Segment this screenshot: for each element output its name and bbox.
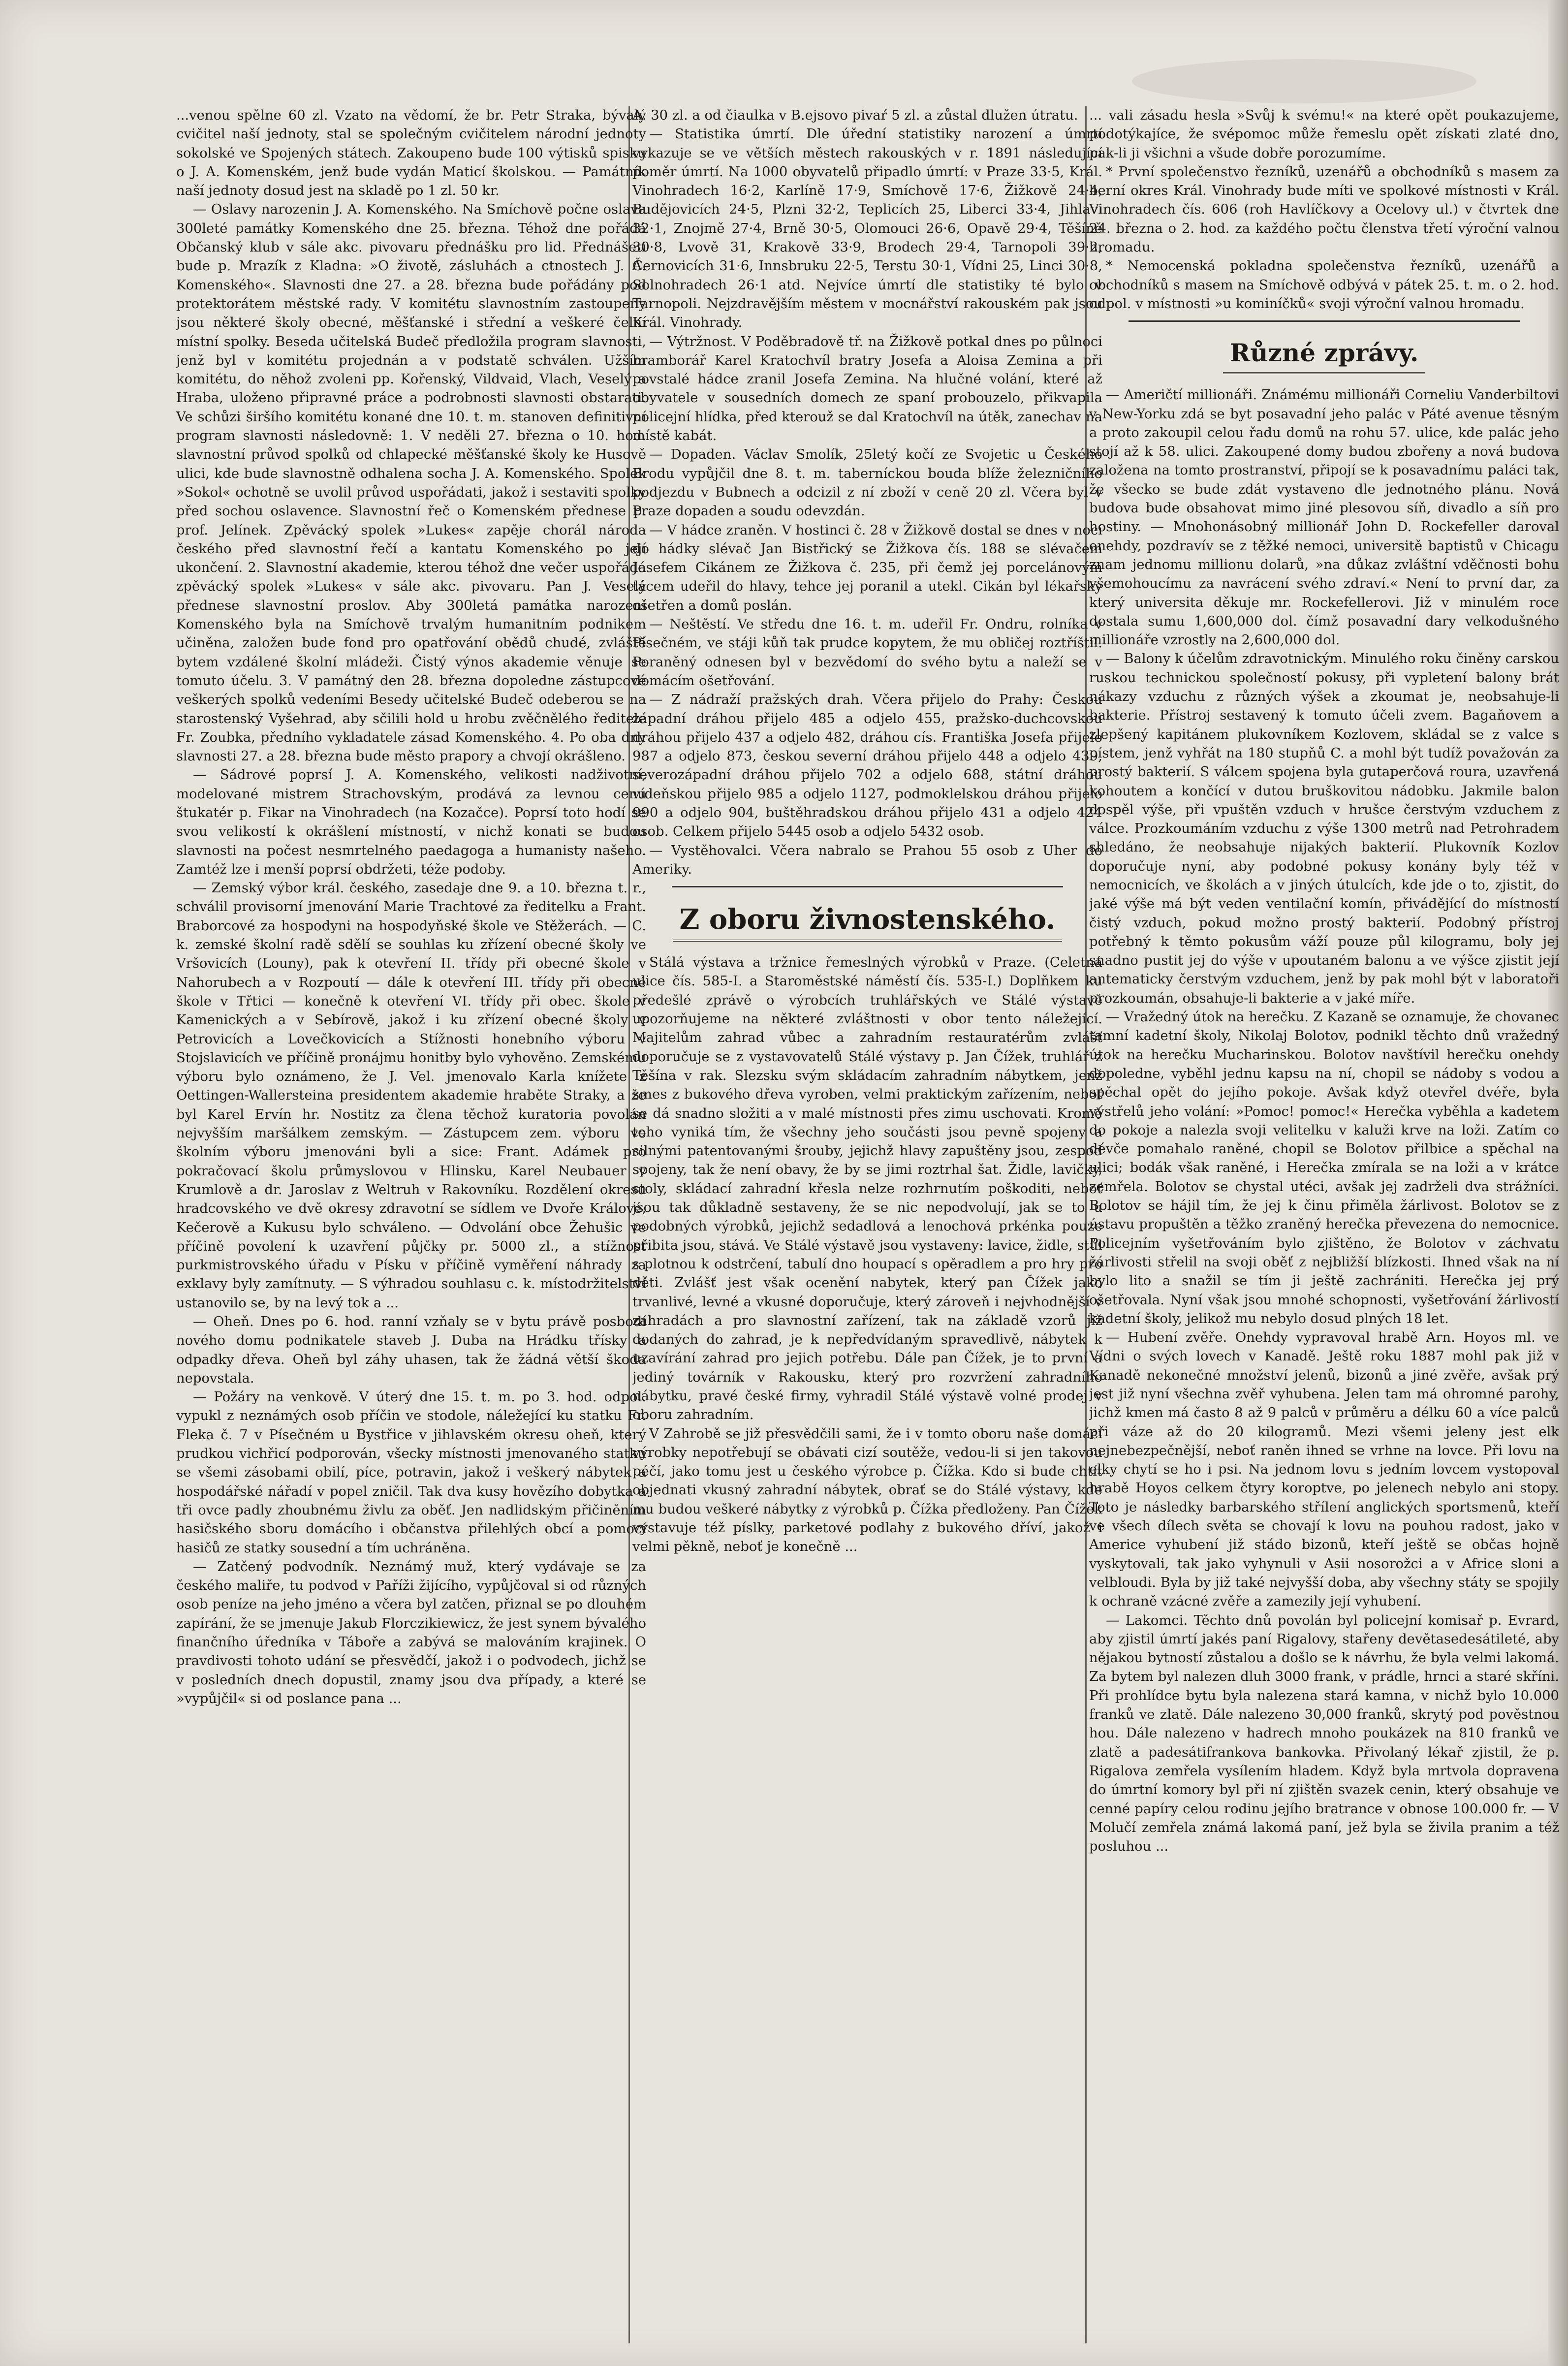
article-paragraph: — Dopaden. Václav Smolík, 25letý kočí ze Svojetic u Českého Brodu vypůjčil dne 8. t. m. taberníckou bouda blíže železničního podjezdu v Bubnech a odcizil z ní zboží v ceně 20 zl. Včera byl v Praze dopaden a soudu odevzdán. xyxy=(632,447,1102,519)
column-left xyxy=(176,106,646,2351)
section-divider xyxy=(1129,320,1520,322)
article-paragraph: — Vražedný útok na herečku. Z Kazaně se oznamuje, že chovanec tamní kadetní školy, Nikolaj Bolotov, podnikl těchto dnů vražedný útok na herečku Mucharinskou. Bolotov navštívil herečku onehdy dopoledne, vyběhl jednu kapsu na ní, chopil se nádoby s vodou a spěchal opět do jejího pokoje. Avšak když otevřel dvéře, byla výstřelů jeho volání: »Pomoc! pomoc!« Herečka vyběhla a kadetem do pokoje a nalezla svoji velitelku v kaluži krve na loži. Zatím co dévče pomahalo raněné, chopil se Bolotov přilbice a spěchal na ulici; bodák však raněné, i Herečka zmírala se na loži a v krátce zemřela. Bolotov se chystal utéci, avšak jej zadrželi dva strážníci. Bolotov se hájil tím, že jej k činu přiměla žárlivost. Bolotov se z ústavu propuštěn a těžko zraněný herečka převezena do nemocnice. Policejním vyšetřováním bylo zjištěno, že Bolotov v záchvatu žárlivosti střelil na svoji oběť z nejbližší blízkosti. Ihned však na ní bylo lito a snažil se tím ji ještě zachrániti. Herečka jej prý ošetřovala. Nyní však jsou mnohé schopnosti, vyšetřování žárlivostí kadetní školy, jelikož mu nebylo dosud plných 18 let. xyxy=(1089,1009,1559,1326)
article-paragraph: — Oheň. Dnes po 6. hod. ranní vzňaly se v bytu právě posbodí nového domu podnikatele staveb J. Duba na Hrádku třísky a odpadky dřeva. Oheň byl záhy uhasen, tak že žádná větší škoda nepovstala. xyxy=(176,1314,646,1386)
column-right-guild-notices xyxy=(1089,106,1559,314)
section-divider xyxy=(672,886,1063,887)
article-paragraph: — Zemský výbor král. českého, zasedaje dne 9. a 10. března t. r., schválil provisorní jmenování Marie Trachtové za ředitelku a Frant. Braborcové za hospodyni na hospodyňské škole ve Stěžerách. — C. k. zemské školní radě sdělí se souhlas ku zřízení obecné školy ve Vršovicích (Louny), pak k otevření II. třídy při obecné škole v Nahorubech a v Rozpoutí — dále k otevření III. třídy při obecné škole v Třtici — konečně k otevření VI. třídy při obec. škole v Kamenických a v Sebírově, jakož i ku zřízení obecné školy v Petrovicích a Lovečkovicích a Stížnosti honebního výboru v Stojslavicích ve příčině pronájmu honitby bylo vyhověno. Zemskému výboru bylo oznámeno, že J. Vel. jmenovalo Karla knížete z Oettingen-Wallersteina presidentem akademie hraběte Straky, a že byl Karel Ervín hr. Nostitz za člena těchož kuratoria povolán nejvyšším maršálkem zemským. — Zástupcem zem. výboru ve školním výboru jmenováni byli a sice: Frant. Adámek pro pokračovací školu průmyslovou v Hlinsku, Karel Neubauer v Krumlově a dr. Jaroslav z Weltruh v Rakovníku. Rozdělení okresu hradcovského ve dvě okresy zdravotní se sídlem ve Dvoře Králové, Kečerově a Kukusu bylo schváleno. — Odvolání obce Žehušic ve příčině povolení k uzavření půjčky pr. 5000 zl., a stížnost purkmistrovského úřadu v Písku v příčině vyměření náhrady za exklavy byly zamítnuty. — S výhradou souhlasu c. k. místodržitelství ustanovilo se, by na levý tok a ... xyxy=(176,881,646,1311)
column-right xyxy=(1089,106,1559,2351)
section-heading-trade-text: Z oboru živnostenského. xyxy=(673,902,1063,942)
article-paragraph: ... vali zásadu hesla »Svůj k svému!« na které opět poukazujeme, podotýkajíce, že svépomoc může řemeslu opět získati zlaté dno, pak-li ji všichni a všude dobře porozumíme. xyxy=(1089,108,1559,161)
section-heading-misc xyxy=(1089,337,1559,374)
article-paragraph: * První společenstvo řezníků, uzenářů a obchodníků s masem za berní okres Král. Vinohrady bude míti ve spolkové místnosti v Král. Vinohradech čís. 606 (roh Havlíčkovy a Ocelovy ul.) v čtvrtek dne 24. března o 2. hod. za každého počtu členstva třetí výroční valnou hromadu. xyxy=(1089,164,1559,255)
article-paragraph: — Sádrové poprsí J. A. Komenského, velikosti nadživotní, modelované mistrem Strachovským, prodává za levnou cenu štukatér p. Fikar na Vinohradech (na Kozačce). Poprsí toto hodí se svou velikostí k okrášlení místností, v nichž konati se budou slavnosti na počest nesmrtelného paedagoga a humanisty našeho. Zamtéž lze i menší poprsí obdržeti, téže podoby. xyxy=(176,767,646,877)
section-heading-trade xyxy=(632,902,1102,942)
paper-stain xyxy=(1132,59,1476,103)
article-paragraph: — Oslavy narozenin J. A. Komenského. Na Smíchově počne oslava 300leté památky Komenského dne 25. března. Téhož dne pořádá Občanský klub v sále akc. pivovaru přednášku pro lid. Přednášeti bude p. Mrazík z Kladna: »O životě, zásluhách a ctnostech J. A. Komenského«. Slavnosti dne 27. a 28. března bude pořádány pod protektorátem městské rady. V komitétu slavnostním zastoupeny jsou některé školy obecné, měšťanské i střední a veškeré čelní místní spolky. Beseda učitelská Budeč předložila program slavnosti, jenž byl v komitétu projednán a v podstatě schválen. Užším komitétu, do něhož zvoleni pp. Kořenský, Vildvaid, Vlach, Veselý a Hraba, uloženo připravné práce a podrobnosti slavnosti obstarati. Ve schůzi širšího komitétu konané dne 10. t. m. stanoven definitivní program slavnosti následovně: 1. V neděli 27. března o 10. hod. slavnostní průvod spolků od chlapecké měšťanské školy ke Husově ulici, kde bude slavnostně odhalena socha J. A. Komenského. Spolek »Sokol« ochotně se uvolil průvod uspořádati, jakož i sestaviti spolky před sochou oslavence. Slavnostní řeč o Komenském přednese p. prof. Jelínek. Zpěvácký spolek »Lukes« zapěje chorál národa českého před slavnostní řečí a kantatu Komenského po její ukončení. 2. Slavnostní akademie, kterou téhož dne večer uspořádá zpěvácký spolek »Lukes« v sále akc. pivovaru. Pan J. Veselý přednese slavnostní proslov. Aby 300letá památka narození Komenského byla na Smíchově trvalým humanitním podnikem učiněna, založen bude fond pro opatřování obědů chudé, zvláště bytem vzdálené školní mládeži. Čistý výnos akademie věnuje se tomuto účelu. 3. V památný den 28. března dopoledne zástupcové veškerých spolků vedeními Besedy učitelské Budeč odeberou se na starostenský Vyšehrad, aby sčilili hold u hrobu zvěčnělého ředitele Fr. Zoubka, předního vykladatele zásad Komenského. 4. Po oba dny slavnosti 27. a 28. března bude město prapory a chvojí okrášleno. xyxy=(176,202,646,764)
section-heading-misc-text: Různé zprávy. xyxy=(1223,337,1426,374)
column-right-misc-news xyxy=(1089,386,1559,1856)
article-paragraph: — Balony k účelům zdravotnickým. Minulého roku činěny carskou ruskou technickou společností pokusy, při vypletení balony brát nákazy vzduchu z různých výšek a zkoumat je, neobsahuje-li bakterie. Přístroj sestavený k tomuto účeli zvem. Bagaňovem a zlepšený kapitánem plukovníkem Kozlovem, skládal se z valce s pístem, jenž vyhřát na 180 stupňů C. a mohl být tudíž považován za prostý bakterií. S válcem spojena byla gutaperčová roura, uzavřená kohoutem a končící v dutou bruškovitou nádobku. Jakmile balon dospěl výše, při vpuštěn vzduch v hrušce čerstvým vzduchem z válce. Prozkoumáním vzduchu z výše 1300 metrů nad Petrohradem shledáno, že neobsahuje nijakých bakterií. Plukovník Kozlov doporučuje nyní, aby podobné pokusy konány byly též v nemocnicích, ve školách a v jiných útulcích, kde jde o to, zjistit, do jaké výše má být veden ventilační komín, přivádějící do místností čistý vzduch, pokud možno prostý bakterií. Podobný přístroj potřebný k těmto pokusům váží pouze půl kilogramu, boly jej snadno pustit jej do výše v upoutaném balonu a ve výšce zjistit její antematicky čerstvým vzduchem, jenž by pak mohl být v laboratoři prozkoumán, obsahuje-li bakterie a v jaké míře. xyxy=(1089,651,1559,1006)
article-paragraph: ...venou spělne 60 zl. Vzato na vědomí, že br. Petr Straka, bývalý cvičitel naší jednoty, stal se společným cvičitelem národní jednoty sokolské ve Spojených státech. Zakoupeno bude 100 výtisků spisku o J. A. Komenském, jenž bude vydán Maticí školskou. — Památník naší jednoty dosud jest na skladě po 1 zl. 50 kr. xyxy=(176,108,646,199)
article-paragraph: V Zahrobě se již přesvědčili sami, že i v tomto oboru naše domácí výrobky nepotřebují se obávati cizí soutěže, vedou-li si jen takovou péčí, jako tomu jest u českého výrobce p. Čížka. Kdo si bude chtít objednati vkusný zahradní nábytek, obrať se do Stálé výstavy, kde mu budou veškeré nábytky z výrobků p. Čížka předloženy. Pan Čížek vystavuje též píslky, parketové podlahy z bukového dříví, jakož i velmi pěkně, neboť je konečně ... xyxy=(632,1426,1102,1555)
article-paragraph: — Vystěhovalci. Včera nabralo se Prahou 55 osob z Uher do Ameriky. xyxy=(632,843,1102,877)
article-paragraph: — Statistika úmrtí. Dle úřední statistiky narození a úmrtí vykazuje se ve větších městech rakouských v r. 1891 následující poměr úmrtí. Na 1000 obyvatelů připadlo úmrtí: v Praze 33·5, Král. Vinohradech 16·2, Karlíně 17·9, Smíchově 17·6, Žižkově 24·4, Budějovicích 24·5, Plzni 32·2, Teplicích 25, Liberci 33·4, Jihlavi 32·1, Znojmě 27·4, Brně 30·5, Olomouci 26·6, Opavě 29·4, Těšíně 30·8, Lvově 31, Krakově 33·9, Brodech 29·4, Tarnopoli 39·2, Černovicích 31·6, Innsbruku 22·5, Terstu 30·1, Vídni 25, Linci 30·8, Solnohradech 26·1 atd. Nejvíce úmrtí dle statistiky té bylo v Tarnopoli. Nejzdravějším městem v mocnářství rakouském pak jsou Král. Vinohrady. xyxy=(632,126,1102,331)
article-paragraph: — V hádce zraněn. V hostinci č. 28 v Žižkově dostal se dnes v noci do hádky slévač Jan Bistřický se Žižkova čís. 188 se slévačem Josefem Cikánem ze Žižkova č. 235, při čemž jej porcelánovým tácem udeřil do hlavy, tehce jej poranil a utekl. Cikán byl lékařsky ošetřen a domů poslán. xyxy=(632,522,1102,613)
article-paragraph: — Hubení zvěře. Onehdy vypravoval hrabě Arn. Hoyos ml. ve Vídni o svých lovech v Kanadě. Ještě roku 1887 mohl pak již v Kanadě nekonečné množství jelenů, bizonů a jiné zvěře, avšak prý jest již nyní všechna zvěř vyhubena. Jelen tam má ohromné parohy, jichž kmen má často 8 až 9 palců v průměru a délku 60 a více palců při váze až do 20 kilogramů. Mezi všemi jeleny jest elk nejnebezpečnější, neboť raněn ihned se vrhne na lovce. Při lovu na elky chytí se ho i psi. Na jednom lovu s jedním lovcem vystopoval hrabě Hoyos celkem čtyry koroptve, po jelenech nebylo ani stopy. Toto je následky barbarského střílení anglických sportsmenů, kteří ve všech dílech světa se chovají k lovu na pouhou radost, jako v Americe vyhubení již stádo bizonů, kteří ještě se občas hojně vyskytovali, tak jako vyhynuli v Asii nosorožci a v Africe sloni a velbloudi. Byla by již také nejvyšší doba, aby všechny státy se spojily k ochraně vzácné zvěře a zamezily její vyhubení. xyxy=(1089,1330,1559,1609)
article-paragraph: — Lakomci. Těchto dnů povolán byl policejní komisař p. Evrard, aby zjistil úmrtí jakés paní Rigalovy, stařeny devětasedesátileté, aby nějakou bytností zůstalou a došlo se k návrhu, že byla velmi lakomá. Za bytem byl nalezen dluh 3000 frank, v prádle, hrnci a staré skříni. Při prohlídce bytu byla nalezena stará kamna, v nichž bylo 10.000 franků ve zlatě. Dále nalezeno 30,000 franků, skrytý pod pověstnou hou. Dále nalezeno v hadrech mnoho poukázek na 810 franků ve zlatě a padesátifrankova bankovka. Přivolaný lékař zjistil, že p. Rigalova zemřela vysílením hladem. Když byla mrtvola dopravena do úmrtní komory byl při ní zjištěn svazek cenin, který obsahuje ve cenné papíry celou rodinu jejího bratrance v obnose 100.000 fr. — V Molučí zemřela známá lakomá paní, jež byla se živila pranim a též posluhou ... xyxy=(1089,1612,1559,1855)
article-paragraph: — Požáry na venkově. V úterý dne 15. t. m. po 3. hod. odpol. vypukl z neznámých osob příčin ve stodole, náležející ku statku Fr. Fleka č. 7 v Písečném u Bystřice v jihlavském okresu oheň, který prudkou vichřicí podporován, všecky místnosti jmenovaného statku se všemi zásobami obilí, píce, potravin, jakož i veškerý nábytek a hospodářské nářadí v popel zničil. Tak dva kusy hovězího dobytka a tři ovce padly zhoubnému živlu za oběť. Jen nadlidským přičiněním hasičského sboru domácího i občanstva přilehlých obcí a pomocí hasičů ze statky sousední a tím uchráněna. xyxy=(176,1389,646,1556)
column-middle-trade-news xyxy=(632,953,1102,1557)
article-paragraph: * Nemocenská pokladna společenstva řezníků, uzenářů a obchodníků s masem na Smíchově odbývá v pátek 25. t. m. o 2. hod. odpol. v místnosti »u kominíčků« svoji výroční valnou hromadu. xyxy=(1089,258,1559,312)
article-paragraph: — Zatčený podvodník. Neznámý muž, který vydávaje se za českého maliře, tu podvod v Paříži žijícího, vypůjčoval si od různých osob peníze na jeho jméno a včera byl zatčen, přiznal se po dlouhém zapírání, že se jmenuje Jakub Florczikiewicz, že jest synem bývalého finančního úředníka v Táboře a zabývá se malováním krajinek. O pravdivosti tohoto udání se přesvědčí, jakož i o podvodech, jichž se v posledních dnech dopustil, znamy jsou dva případy, a které se »vypůjčil« si od poslance pana ... xyxy=(176,1559,646,1706)
article-paragraph: — Z nádraží pražských drah. Včera přijelo do Prahy: Českou západní dráhou přijelo 485 a odjelo 455, pražsko-duchcovskou dráhou přijelo 437 a odjelo 482, dráhou cís. Františka Josefa přijelo 987 a odjelo 873, českou severní dráhou přijelo 448 a odjelo 439, severozápadní dráhou přijelo 702 a odjelo 688, státní dráhou vídeňskou přijelo 985 a odjelo 1127, podmoklelskou dráhou přijelo 990 a odjelo 904, buštěhradskou dráhou přijelo 431 a odjelo 424 osob. Celkem přijelo 5445 osob a odjelo 5432 osob. xyxy=(632,692,1102,840)
article-paragraph: A. 30 zl. a od čiaulka v B.ejsovo pivaŕ 5 zl. a zůstal dlužen útratu. xyxy=(632,108,1078,123)
article-paragraph: Stálá výstava a tržnice řemeslných výrobků v Praze. (Celetná ulice čís. 585-I. a Staroměstské náměstí čís. 535-I.) Doplňkem ku předešlé zprávě o výrobcích truhlářských ve Stálé výstavě upozorňujeme na některé zvláštnosti v obor tento náležející. Majitelům zahrad vůbec a zahradním restauratérům zvlášť doporučuje se z vystavovatelů Stálé výstavy p. Jan Čížek, truhlář z Těšína v rak. Slezsku svým skládacím zahradním nábytkem, jenž smes z bukového dřeva vyroben, velmi praktickým zařízením, neboť se dá snadno složiti a v malé místnosti přes zimu uschovati. Kromě toho vyniká tím, že všechny jeho součásti jsou pevně spojeny a silnými patentovanými šrouby, jejichž hlavy zapuštěny jsou, zespod spojeny, tak že není obavy, že by se jimi roztrhal šat. Židle, lavičky, stoly, skládací zahradní křesla nelze rozhrnutím poškoditi, neboť jsou tak důkladně sestaveny, že se nic nepodvolují, jak se to u podobných výrobků, jejichž sedadlová a lenochová prkénka pouze přibita jsou, stává. Ve Stálé výstavě jsou vystaveny: lavice, židle, stůl s plotnou k odstrčení, tabulí dno houpací s opěradlem a pro hry pro děti. Zvlášť jest však ocenění nabytek, který pan Čížek jako trvanlivé, levné a vkusné doporučuje, který zároveň i nejvhodnější v zahradách a pro slavnostní zařízení, tak na základě vzorů již dodaných do zahrad, je k nepředvídaným spravedlivě, nábytek k uzavírání zahrad pro jejich potřebu. Dále pan Čížek, je to první a jediný továrník v Rakousku, který pro rozvržení zahradního nábytku, pravé české firmy, vyhradil Stálé výstavě volné prodej v oboru zahradním. xyxy=(632,955,1102,1423)
article-paragraph: — Výtržnost. V Poděbradově tř. na Žižkově potkal dnes po půlnoci bramborář Karel Kratochvíl bratry Josefa a Aloisa Zemina a při povstalé hádce zranil Josefa Zemina. Na hlučné volání, které až obyvatele v sousedních domech ze spaní probouzelo, přikvapila policejní hlídka, před kterouž se dal Kratochvíl na útěk, zanechav na místě kabát. xyxy=(632,334,1102,444)
article-paragraph: — Američtí millionáři. Známému millionáři Corneliu Vanderbiltovi v New-Yorku zdá se byt posavadní jeho palác v Páté avenue těsným a proto zakoupil celou řadu domů na rohu 57. ulice, kde palác jeho stojí až k 58. ulici. Zakoupené domy budou zbořeny a nová budova založena na tomto prostranství, připojí se k posavadnímu paláci tak, že všecko se bude zdát vystaveno dle jednotného plánu. Nová budova bude obsahovat mimo jiné plesovou síň, divadlo a síň pro hostiny. — Mnohonásobný millionář John D. Rockefeller daroval onehdy, pozdravív se z těžké nemoci, universitě baptistů v Chicagu znam jednomu millionu dolarů, »na důkaz zvláštní vděčnosti bohu všemohoucímu za navrácení svého zdraví.« Není to první dar, za který universita děkuje mr. Rockefellerovi. Již v minulém roce dostala sumu 1,600,000 dol. čímž posavadní dary velkodušného millionáře vzrostly na 2,600,000 dol. xyxy=(1089,387,1559,648)
article-paragraph: — Neštěstí. Ve středu dne 16. t. m. udeřil Fr. Ondru, rolníka v Písečném, ve stáji kůň tak prudce kopytem, že mu obličej roztříštil. Poraněný odnesen byl v bezvědomí do svého bytu a naleží se v domácím ošetřování. xyxy=(632,617,1102,689)
column-middle xyxy=(632,106,1102,2351)
column-middle-news xyxy=(632,106,1102,879)
